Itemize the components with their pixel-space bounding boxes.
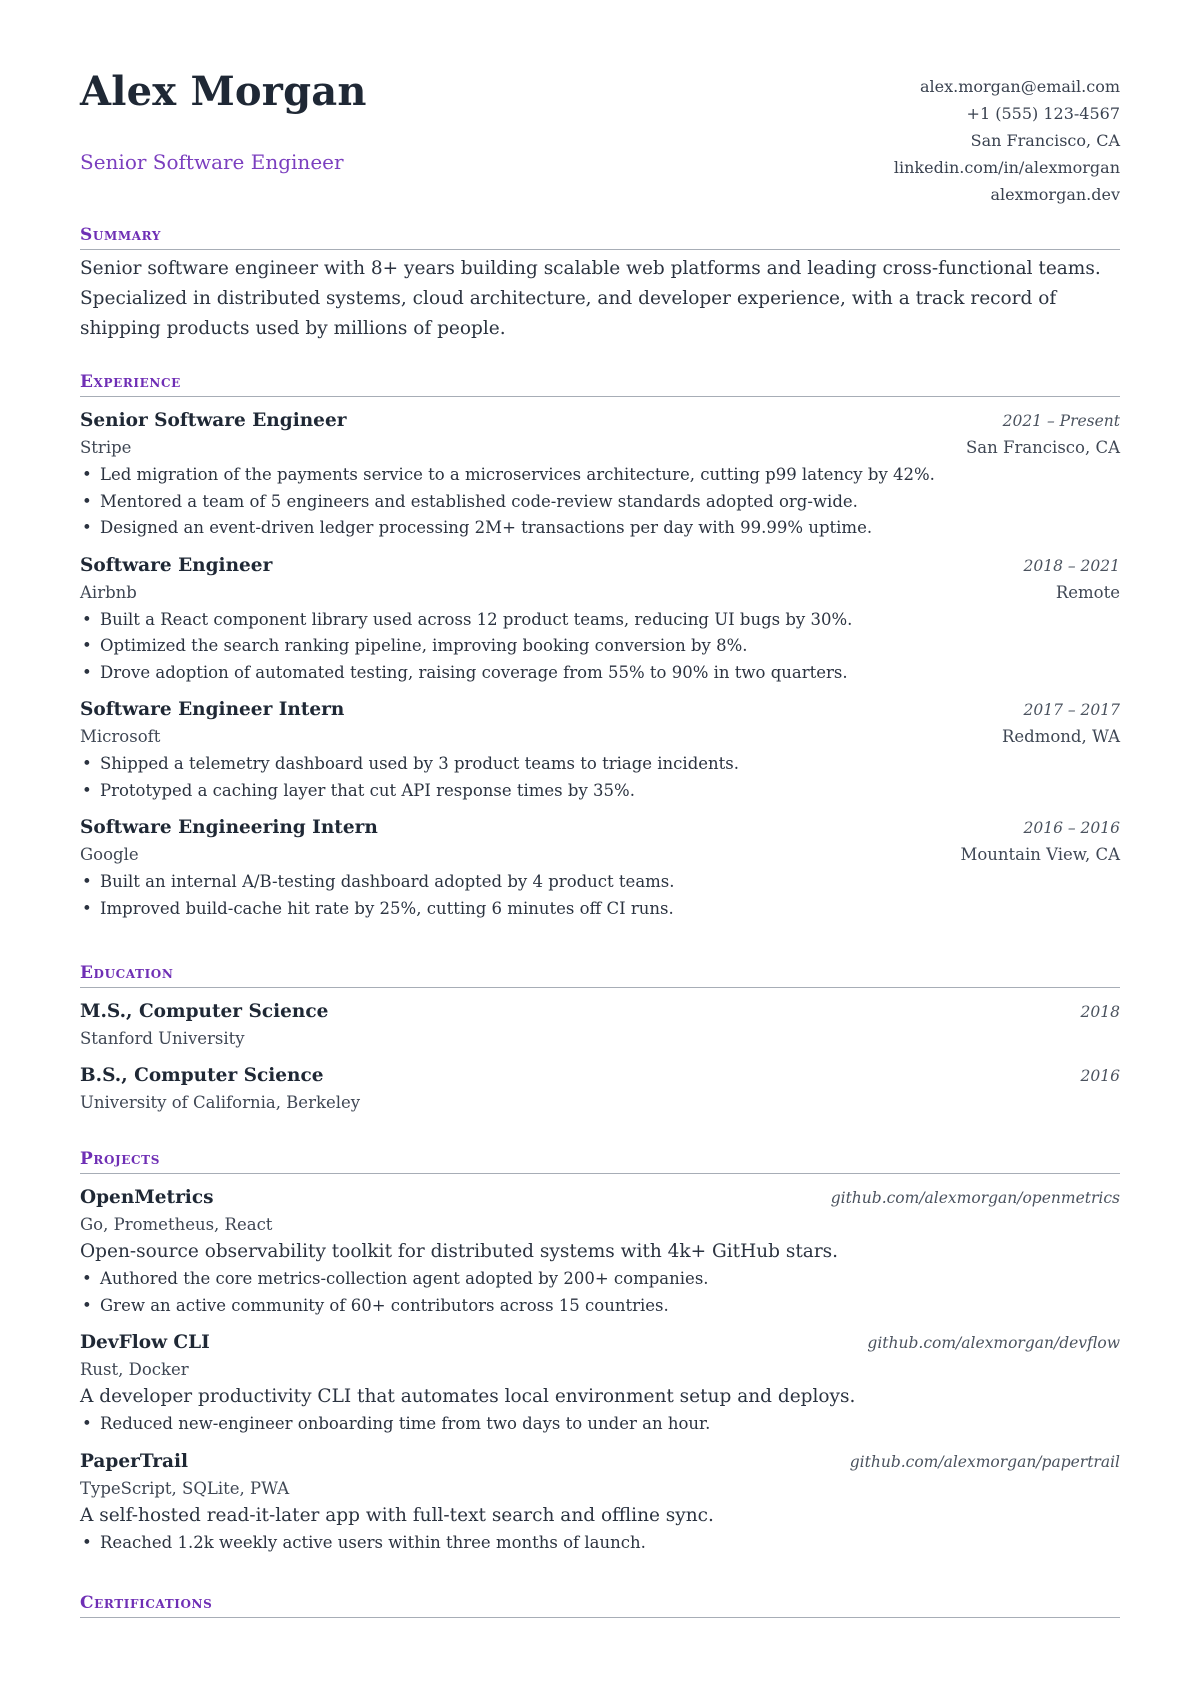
job-dates: 2017 – 2017 (1023, 701, 1120, 719)
certifications-section (80, 1592, 1120, 1618)
section-title-summary: Summary (80, 224, 1120, 250)
resume-header (80, 0, 1120, 228)
job-dates: 2018 – 2021 (1023, 556, 1120, 575)
project-description: A self-hosted read-it-later app with full-text search and offline sync. (80, 1504, 714, 1526)
projects-section (80, 1148, 1120, 1556)
job-location: Remote (1055, 582, 1120, 602)
contact-website[interactable]: alexmorgan.dev (990, 185, 1120, 204)
degree-title: M.S., Computer Science (80, 1001, 329, 1022)
degree-title: B.S., Computer Science (80, 1065, 324, 1086)
project-description: Open-source observability toolkit for distributed systems with 4k+ GitHub stars. (80, 1241, 839, 1262)
list-item: • Reduced new-engineer onboarding time from two days to under an hour. (80, 1411, 1120, 1438)
list-item: • Reached 1.2k weekly active users within three months of launch. (80, 1530, 1120, 1557)
project-bullets (80, 1411, 1120, 1438)
project-entry (80, 1329, 1120, 1438)
list-item: • Grew an active community of 60+ contributors across 15 countries. (80, 1293, 1120, 1320)
list-item: • Drove adoption of automated testing, raising coverage from 55% to 90% in two quarters. (80, 660, 1120, 687)
contact-location: San Francisco, CA (970, 131, 1120, 150)
list-item: • Built a React component library used across 12 product teams, reducing UI bugs by 30%. (80, 607, 1120, 634)
project-bullets (80, 1266, 1120, 1319)
section-title-certifications: Certifications (80, 1592, 1120, 1618)
job-bullets (80, 462, 1120, 542)
list-item: • Shipped a telemetry dashboard used by 3 product teams to triage incidents. (80, 751, 1120, 778)
job-dates: 2021 – Present (1002, 412, 1120, 430)
list-item: • Designed an event-driven ledger processing 2M+ transactions per day with 99.99% uptime. (80, 515, 1120, 542)
school-name: University of California, Berkeley (80, 1093, 361, 1112)
project-link[interactable]: github.com/alexmorgan/openmetrics (830, 1189, 1120, 1207)
job-bullets (80, 869, 1120, 922)
project-entry (80, 1184, 1120, 1319)
project-link[interactable]: github.com/alexmorgan/devflow (867, 1334, 1120, 1352)
job-location: Redmond, WA (1001, 727, 1120, 746)
job-bullets (80, 751, 1120, 804)
experience-entry (80, 552, 1120, 687)
project-name: OpenMetrics (80, 1187, 214, 1208)
list-item: • Prototyped a caching layer that cut API response times by 35%. (80, 778, 1120, 805)
education-entry (80, 1062, 1120, 1116)
section-title-projects: Projects (80, 1148, 1120, 1174)
experience-entry (80, 814, 1120, 922)
job-company: Microsoft (80, 727, 161, 746)
project-stack: Rust, Docker (80, 1360, 189, 1379)
degree-year: 2018 (1080, 1003, 1120, 1021)
resume-page (80, 0, 1120, 1613)
section-title-experience: Experience (80, 371, 1120, 397)
job-location: Mountain View, CA (960, 845, 1120, 864)
contact-block (894, 73, 1120, 208)
project-name: PaperTrail (80, 1450, 189, 1472)
list-item: • Built an internal A/B-testing dashboard adopted by 4 product teams. (80, 869, 1120, 896)
job-company: Airbnb (80, 582, 137, 602)
job-location: San Francisco, CA (965, 438, 1120, 457)
project-bullets (80, 1530, 1120, 1557)
job-company: Google (80, 845, 139, 864)
summary-section (80, 224, 1120, 344)
experience-section (80, 371, 1120, 922)
job-company: Stripe (80, 438, 132, 457)
job-bullets (80, 607, 1120, 687)
school-name: Stanford University (80, 1029, 245, 1048)
project-link[interactable]: github.com/alexmorgan/papertrail (849, 1452, 1120, 1471)
degree-year: 2016 (1080, 1067, 1120, 1085)
section-title-education: Education (80, 962, 1120, 988)
job-title: Software Engineer (80, 554, 273, 576)
job-dates: 2016 – 2016 (1023, 819, 1120, 837)
experience-entry (80, 696, 1120, 804)
list-item: • Optimized the search ranking pipeline, improving booking conversion by 8%. (80, 633, 1120, 660)
list-item: • Improved build-cache hit rate by 25%, cutting 6 minutes off CI runs. (80, 896, 1120, 923)
contact-phone[interactable]: +1 (555) 123-4567 (966, 104, 1120, 123)
project-stack: TypeScript, SQLite, PWA (80, 1478, 290, 1498)
summary-text: Senior software engineer with 8+ years building scalable web platforms and leading cross-functional teams. Specialized in distributed systems, cloud architecture, and developer experience, with a track record of shipping products used by millions of people. (80, 258, 1101, 339)
project-stack: Go, Prometheus, React (80, 1215, 273, 1234)
contact-email[interactable]: alex.morgan@email.com (919, 77, 1120, 96)
project-entry (80, 1448, 1120, 1557)
candidate-role: Senior Software Engineer (80, 150, 344, 174)
project-description: A developer productivity CLI that automates local environment setup and deploys. (80, 1386, 856, 1407)
job-title: Software Engineer Intern (80, 699, 345, 720)
job-title: Software Engineering Intern (80, 817, 378, 838)
list-item: • Authored the core metrics-collection agent adopted by 200+ companies. (80, 1266, 1120, 1293)
job-title: Senior Software Engineer (80, 410, 347, 431)
project-name: DevFlow CLI (80, 1332, 210, 1353)
contact-linkedin[interactable]: linkedin.com/in/alexmorgan (893, 158, 1120, 177)
experience-entry (80, 407, 1120, 542)
education-section (80, 962, 1120, 1116)
candidate-name: Alex Morgan (80, 68, 367, 115)
list-item: • Led migration of the payments service to a microservices architecture, cutting p99 latency by 42%. (80, 462, 1120, 489)
education-entry (80, 998, 1120, 1052)
list-item: • Mentored a team of 5 engineers and established code-review standards adopted org-wide. (80, 489, 1120, 516)
